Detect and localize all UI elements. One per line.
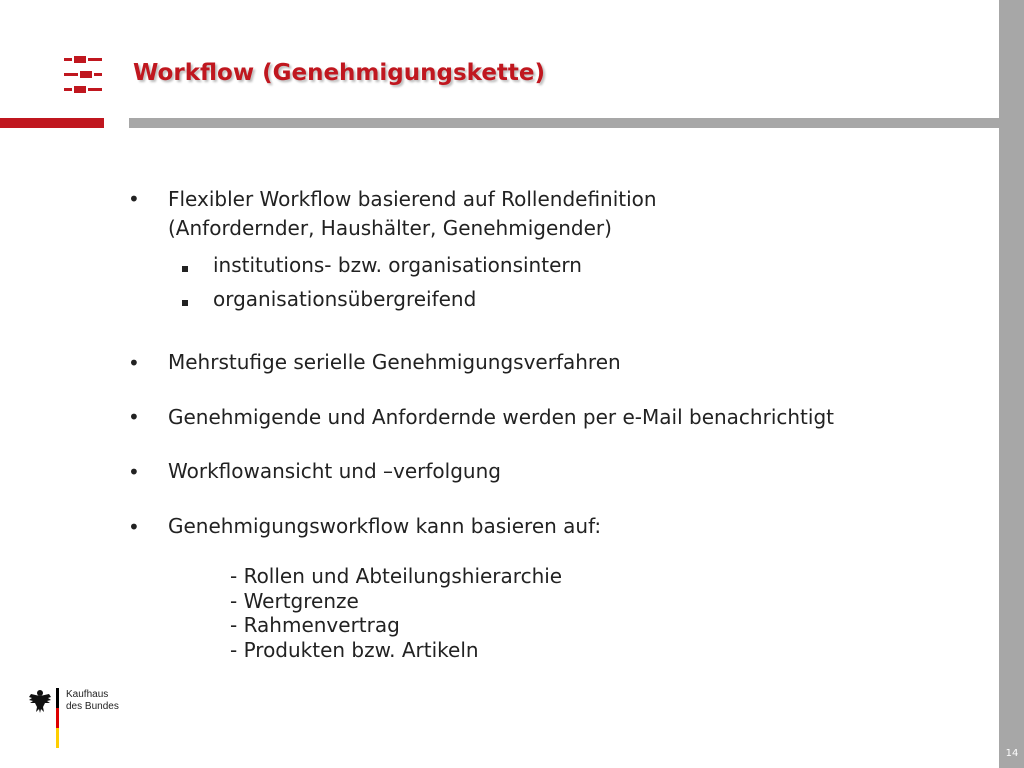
list-item: - Rollen und Abteilungshierarchie [230,564,563,588]
brand-line-1: Kaufhaus [66,689,109,700]
page-number: 14 [1005,748,1019,759]
square-bullet [182,300,188,306]
sub-bullet-2: organisationsübergreifend [213,287,477,311]
bullet-dot: • [128,515,140,539]
federal-eagle-icon [28,688,52,714]
bullet-dot: • [128,187,140,211]
square-bullet [182,266,188,272]
bullet-dot: • [128,405,140,429]
bullet-5-text: Genehmigungsworkflow kann basieren auf: [168,514,602,538]
sub-bullet-1: institutions- bzw. organisationsintern [213,253,582,277]
slide-title: Workflow (Genehmigungskette) [133,60,546,86]
bullet-4-text: Workflowansicht und –verfolgung [168,459,501,483]
brand-line-2: des Bundes [66,701,119,712]
bullet-2-text: Mehrstufige serielle Genehmigungsverfahren [168,350,621,374]
list-item: - Wertgrenze [230,588,359,613]
list-item: - Rahmenvertrag [230,613,400,637]
bullet-dot: • [128,351,140,375]
bullet-dot: • [128,460,140,484]
bullet-3-text: Genehmigende und Anfordernde werden per e-Mail benachrichtigt [168,405,834,429]
basis-list [230,564,562,662]
list-item: - Produkten bzw. Artikeln [230,637,479,662]
brand-logo-text [66,689,119,713]
bullet-1-line2: (Anfordernder, Haushälter, Genehmigender) [168,216,612,240]
right-sidebar-band [999,0,1024,768]
german-flag-stripe [56,688,59,748]
bullet-1-line1: Flexibler Workflow basierend auf Rollendefinition [168,187,657,211]
